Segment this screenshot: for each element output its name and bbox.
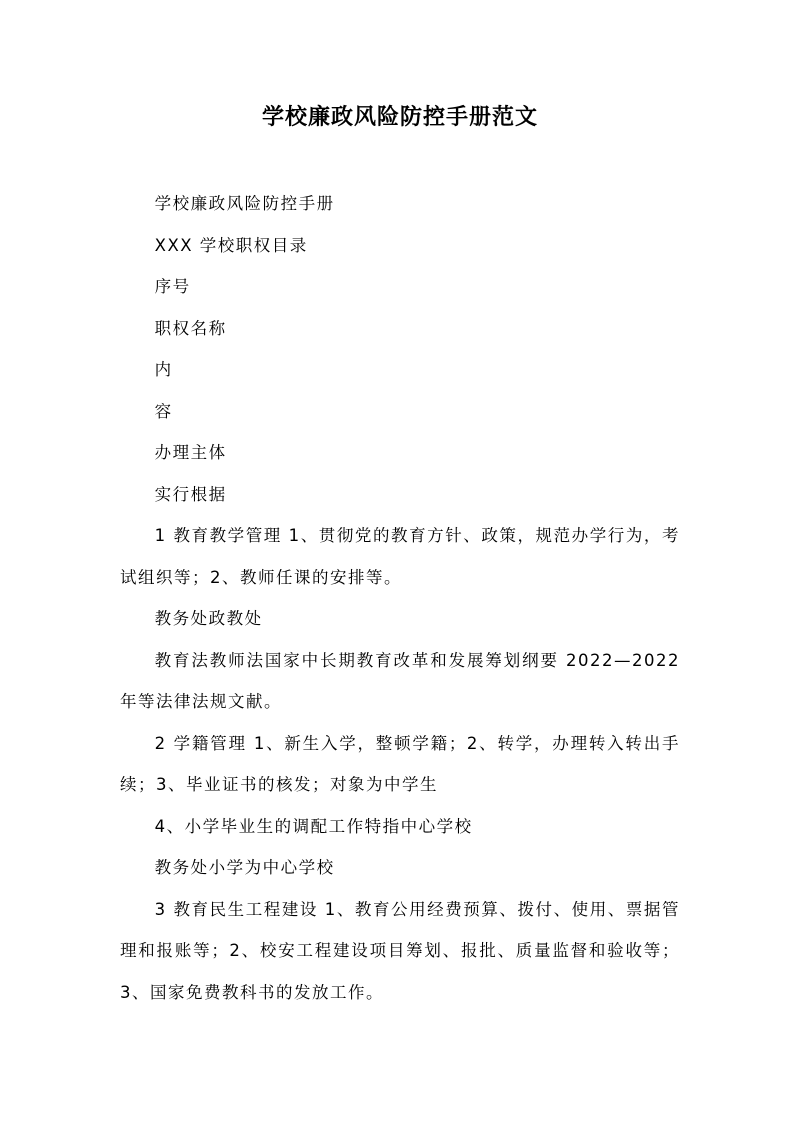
paragraph: 2 学籍管理 1、新生入学，整顿学籍；2、转学，办理转入转出手续；3、毕业证书的核发；对象为中学生 <box>120 733 680 794</box>
paragraph: 实行根据 <box>154 484 227 504</box>
paragraph: 学校廉政风险防控手册 <box>154 194 335 213</box>
paragraph: 4、小学毕业生的调配工作特指中心学校 <box>154 816 473 836</box>
paragraph: 教务处小学为中心学校 <box>154 858 335 877</box>
document-title: 学校廉政风险防控手册范文 <box>261 104 538 130</box>
paragraph: 序号 <box>154 277 191 296</box>
paragraph: 办理主体 <box>154 443 227 462</box>
paragraph: 教务处政教处 <box>154 609 263 628</box>
paragraph: 职权名称 <box>154 318 227 338</box>
paragraph: 教育法教师法国家中长期教育改革和发展筹划纲要 2022—2022 年等法律法规文献。 <box>120 650 680 711</box>
document-body <box>120 183 680 1013</box>
paragraph: 3 教育民生工程建设 1、教育公用经费预算、拨付、使用、票据管理和报账等；2、校安工程建设项目筹划、报批、质量监督和验收等；3、国家免费教科书的发放工作。 <box>120 899 680 1002</box>
paragraph: 1 教育教学管理 1、贯彻党的教育方针、政策，规范办学行为，考试组织等；2、教师任课的安排等。 <box>120 526 680 587</box>
paragraph: 内 <box>154 360 173 379</box>
paragraph: XXX 学校职权目录 <box>154 235 308 255</box>
paragraph: 容 <box>154 401 173 421</box>
